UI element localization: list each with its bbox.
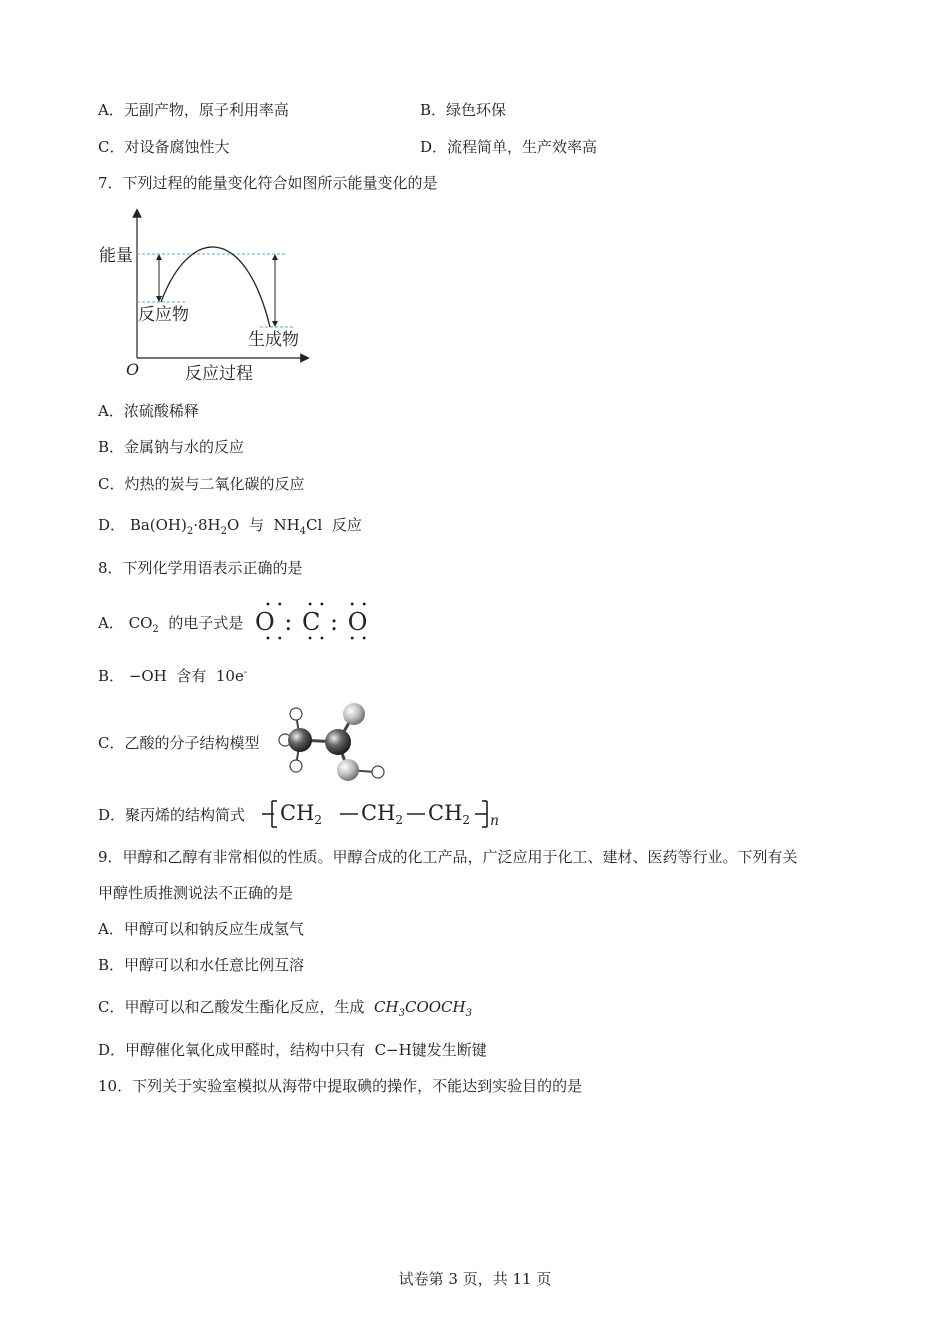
q8-option-a xyxy=(98,613,243,636)
q6-option-a: A．无副产物，原子利用率高 xyxy=(98,101,289,119)
q7-option-a: A．浓硫酸稀释 xyxy=(98,402,199,420)
product-label: 生成物 xyxy=(248,330,299,350)
formula-part: CH xyxy=(428,801,463,825)
option-letter: D． xyxy=(98,516,126,534)
q9-option-d xyxy=(98,1040,487,1060)
formula-part: 10e xyxy=(215,667,244,685)
q7-option-c: C．灼热的炭与二氧化碳的反应 xyxy=(98,475,305,493)
subscript: 2 xyxy=(462,813,471,827)
formula-part: Ba(OH) xyxy=(129,516,187,534)
q10-stem: 10．下列关于实验室模拟从海带中提取碘的操作，不能达到实验目的的是 xyxy=(98,1077,583,1095)
lone-pair-dots: •• •• •• xyxy=(265,634,374,645)
subscript: 3 xyxy=(465,1008,472,1019)
subscript: 2 xyxy=(395,813,404,827)
q9-option-b: B．甲醇可以和水任意比例互溶 xyxy=(98,956,305,974)
hydrogen-atom xyxy=(290,708,302,720)
option-text: D．甲醇催化氧化成甲醛时，结构中只有 xyxy=(98,1041,366,1059)
option-text: 反应 xyxy=(331,516,362,534)
subscript: 4 xyxy=(299,526,307,537)
lone-pair-dots: •• •• •• xyxy=(265,600,374,611)
q9-option-c xyxy=(98,997,472,1020)
formula-part: COOCH xyxy=(404,998,466,1016)
formula-part: CH xyxy=(361,801,396,825)
group-ch2 xyxy=(361,801,403,828)
q8-stem: 8．下列化学用语表示正确的是 xyxy=(98,559,303,577)
carbon-atom xyxy=(288,728,312,752)
x-axis-label: 反应过程 xyxy=(185,364,253,384)
q9-stem-line1: 9．甲醇和乙醇有非常相似的性质。甲醇合成的化工产品，广泛应用于化工、建材、医药等行业。下列有关 xyxy=(98,848,798,866)
option-text: 的电子式是 xyxy=(168,614,244,632)
connector-text: 与 xyxy=(248,516,264,534)
formula-part: C−H xyxy=(374,1041,412,1059)
formula-part: NH xyxy=(273,516,300,534)
polymer-formula xyxy=(262,797,507,831)
acetic-acid-model xyxy=(270,700,395,785)
formula-part: −OH xyxy=(128,667,167,685)
q9-stem-line2: 甲醇性质推测说法不正确的是 xyxy=(98,884,294,902)
subscript: 2 xyxy=(314,813,323,827)
subscript: 2 xyxy=(220,526,228,537)
y-axis-label: 能量 xyxy=(99,246,133,266)
q6-option-c: C．对设备腐蚀性大 xyxy=(98,138,230,156)
formula-part: ·8H xyxy=(193,516,221,534)
superscript: - xyxy=(243,667,248,678)
formula-part: CO xyxy=(128,614,153,632)
formula-part: CH xyxy=(280,801,315,825)
hydrogen-atom xyxy=(372,766,384,778)
polymer-n: n xyxy=(490,813,500,829)
lewis-formula: O : C : O xyxy=(255,608,369,636)
q7-stem: 7．下列过程的能量变化符合如图所示能量变化的是 xyxy=(98,174,438,192)
q9-option-a: A．甲醇可以和钠反应生成氢气 xyxy=(98,920,304,938)
hydrogen-atom xyxy=(290,760,302,772)
energy-diagram xyxy=(95,205,320,385)
q8-option-c: C．乙酸的分子结构模型 xyxy=(98,734,260,752)
q8-option-d: D．聚丙烯的结构简式 xyxy=(98,806,246,824)
origin-label: O xyxy=(126,360,140,379)
oxygen-atom xyxy=(343,703,365,725)
option-text: C．甲醇可以和乙酸发生酯化反应，生成 xyxy=(98,998,365,1016)
formula-part: O xyxy=(227,516,240,534)
q6-option-d: D．流程简单，生产效率高 xyxy=(420,138,598,156)
subscript: 3 xyxy=(398,1008,405,1019)
option-text: 含有 xyxy=(176,667,207,685)
reactant-label: 反应物 xyxy=(138,305,189,325)
group-ch2 xyxy=(428,801,470,828)
q6-option-b: B．绿色环保 xyxy=(420,101,507,119)
q7-option-d xyxy=(98,515,362,538)
option-text: 键发生断键 xyxy=(411,1041,487,1059)
group-ch2 xyxy=(280,801,322,828)
formula-part: Cl xyxy=(306,516,323,534)
formula-part: CH xyxy=(374,998,399,1016)
page-footer: 试卷第 3 页，共 11 页 xyxy=(398,1270,552,1288)
subscript: 2 xyxy=(152,624,159,635)
q8-option-b xyxy=(98,666,247,689)
carbon-atom xyxy=(325,729,351,755)
option-letter: B． xyxy=(98,667,125,685)
oxygen-atom xyxy=(337,759,359,781)
option-letter: A． xyxy=(98,614,124,632)
co2-lewis-structure xyxy=(255,600,374,645)
q7-option-b: B．金属钠与水的反应 xyxy=(98,438,245,456)
subscript: 2 xyxy=(186,526,194,537)
